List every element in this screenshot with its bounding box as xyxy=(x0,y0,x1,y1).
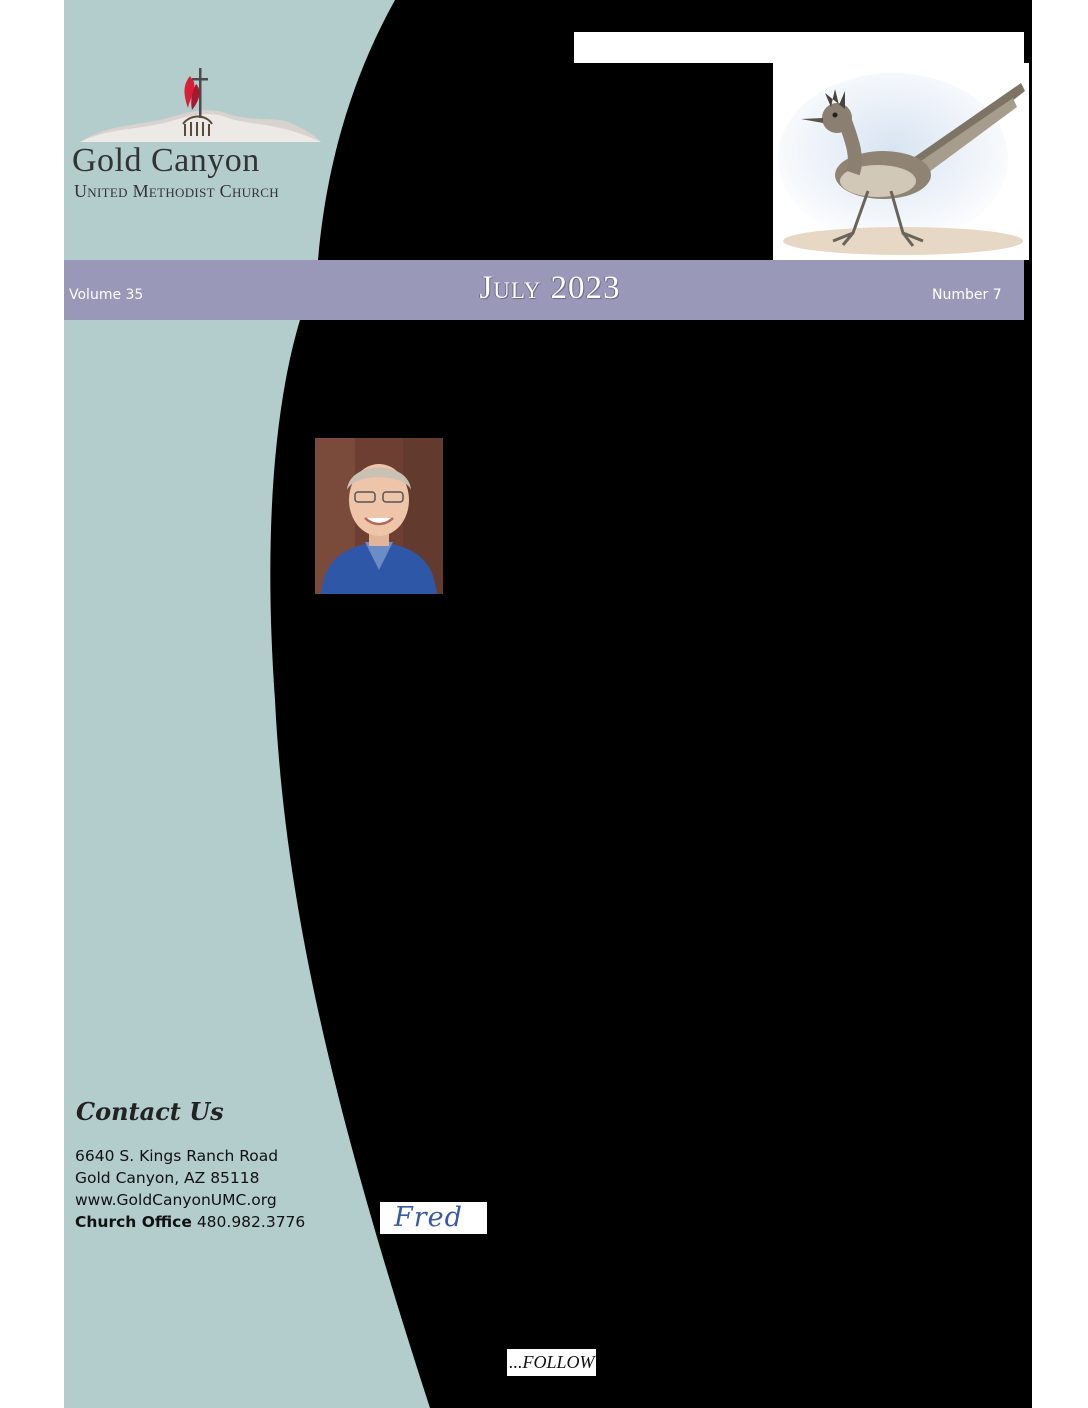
continue-text: ...FOLLOW xyxy=(509,1352,595,1372)
issue-number: Number 7 xyxy=(932,287,1002,303)
pastor-photo xyxy=(315,438,443,594)
issue-month: July 2023 xyxy=(479,270,621,306)
church-logo-icon xyxy=(78,66,323,146)
header-strip xyxy=(574,32,1024,63)
office-phone: 480.982.3776 xyxy=(196,1213,306,1231)
church-office-phone xyxy=(75,1213,305,1231)
church-subtitle: United Methodist Church xyxy=(74,181,279,201)
roadrunner-icon xyxy=(773,63,1029,260)
roadrunner-image xyxy=(773,63,1029,260)
pastor-portrait-icon xyxy=(315,438,443,594)
continue-marker xyxy=(507,1349,596,1376)
address-line-1: 6640 S. Kings Ranch Road xyxy=(75,1147,279,1165)
office-label: Church Office xyxy=(75,1213,192,1231)
volume-label: Volume 35 xyxy=(69,287,144,303)
signature xyxy=(380,1202,487,1234)
website-link[interactable]: www.GoldCanyonUMC.org xyxy=(75,1191,277,1209)
signature-text: Fred xyxy=(394,1202,463,1233)
church-name: Gold Canyon xyxy=(72,142,260,179)
contact-heading: Contact Us xyxy=(76,1097,224,1126)
address-line-2: Gold Canyon, AZ 85118 xyxy=(75,1169,260,1187)
